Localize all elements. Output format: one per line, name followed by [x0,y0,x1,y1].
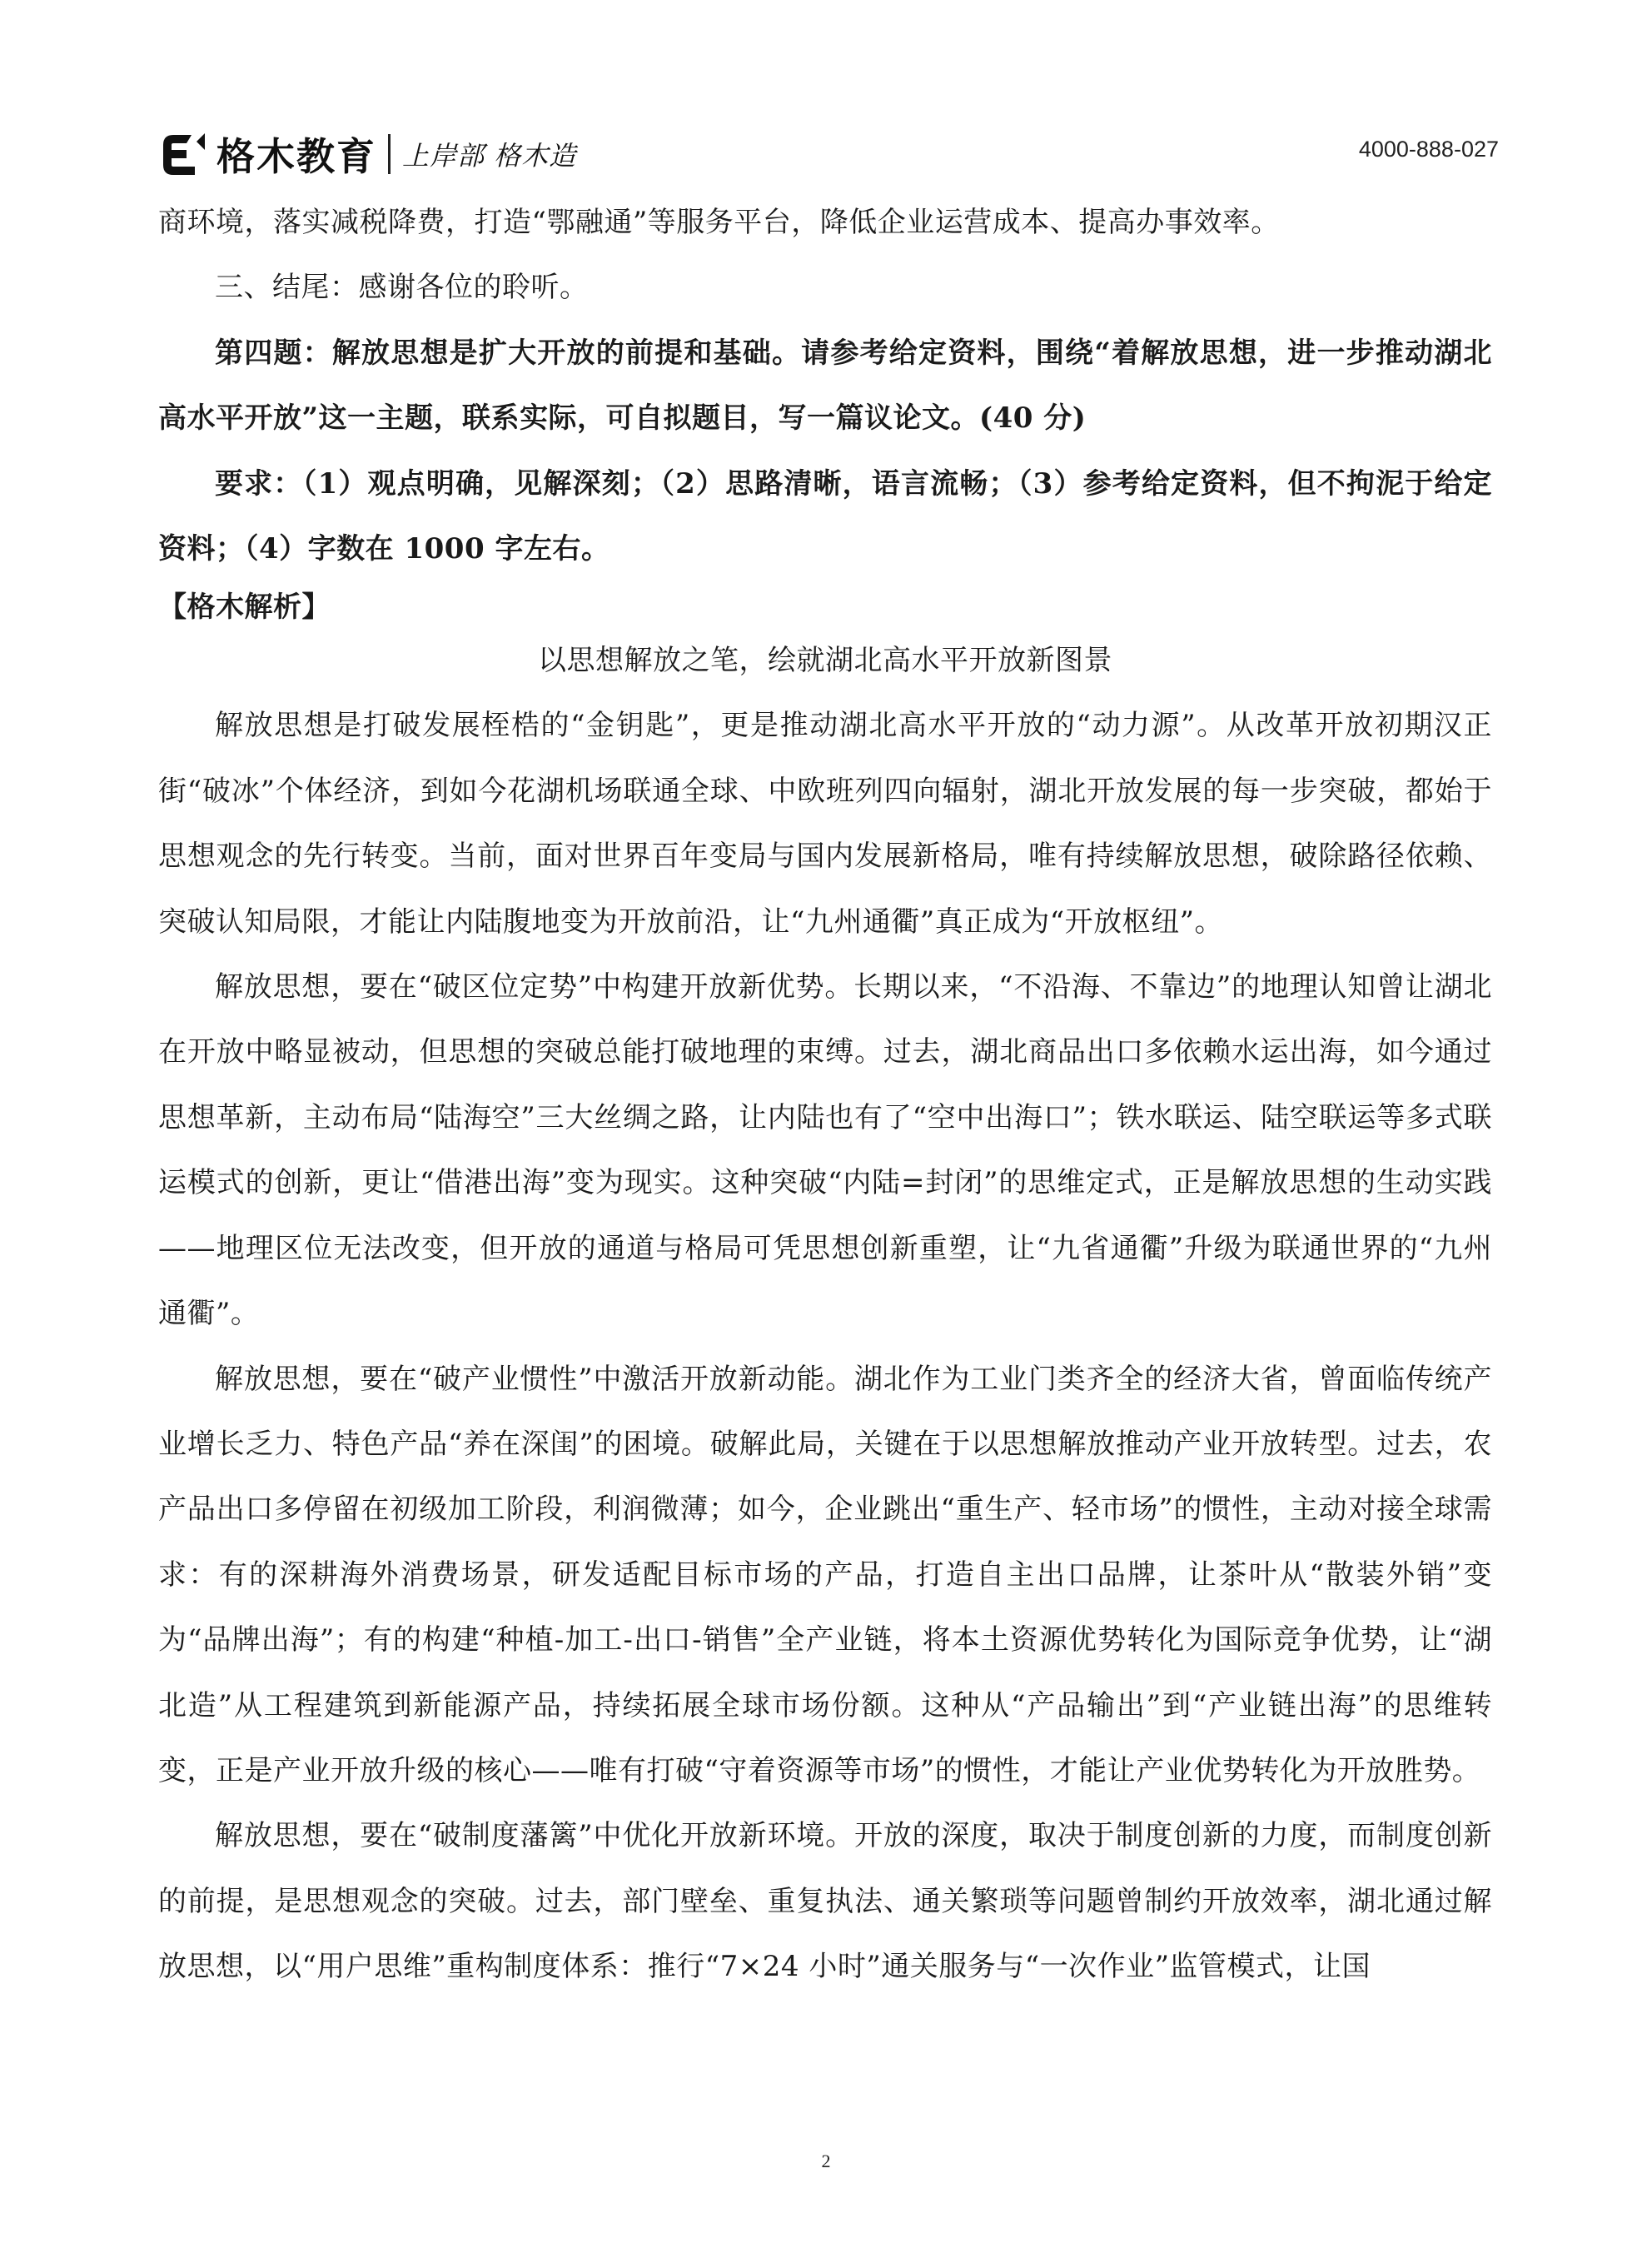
paragraph-continued: 商环境，落实减税降费，打造“鄂融通”等服务平台，降低企业运营成本、提高办事效率。 [158,206,1280,239]
essay-paragraph-3: 解放思想，要在“破产业惯性”中激活开放新动能。湖北作为工业门类齐全的经济大省，曾面临传统产业增长乏力、特色产品“养在深闺”的困境。破解此局，关键在于以思想解放推动产业开放转型。过去，农产品出口多停留在初级加工阶段，利润微薄；如今，企业跳出“重生产、轻市场”的惯性，主动对接全球需求：有的深耕海外消费场景，研发适配目标市场的产品，打造自主出口品牌，让茶叶从“散装外销”变为“品牌出海”；有的构建“种植-加工-出口-销售”全产业链，将本土资源优势转化为国际竞争优势，让“湖北造”从工程建筑到新能源产品，持续拓展全球市场份额。这种从“产品输出”到“产业链出海”的思维转变，正是产业开放升级的核心——唯有打破“守着资源等市场”的惯性，才能让产业优势转化为开放胜势。 [158,1362,1492,1787]
page-number: 2 [821,2151,831,2171]
brand-logo [158,125,576,183]
page-header [158,125,1499,183]
brand-name: 格木教育 [216,134,376,179]
brand-slogan: 上岸部 格木造 [402,140,577,172]
essay-paragraph-2: 解放思想，要在“破区位定势”中构建开放新优势。长期以来，“不沿海、不靠边”的地理认知曾让湖北在开放中略显被动，但思想的突破总能打破地理的束缚。过去，湖北商品出口多依赖水运出海，如今通过思想革新，主动布局“陆海空”三大丝绸之路，让内陆也有了“空中出海口”；铁水联运、陆空联运等多式联运模式的创新，更让“借港出海”变为现实。这种突破“内陆=封闭”的思维定式，正是解放思想的生动实践——地理区位无法改变，但开放的通道与格局可凭思想创新重塑，让“九省通衢”升级为联通世界的“九州通衢”。 [158,970,1492,1331]
header-divider [388,134,391,174]
gemu-logo-icon [158,128,210,180]
question-4-title: 第四题：解放思想是扩大开放的前提和基础。请参考给定资料，围绕“着解放思想，进一步推动湖北高水平开放”这一主题，联系实际，可自拟题目，写一篇议论文。(40 分) [158,336,1492,436]
essay-title: 以思想解放之笔，绘就湖北高水平开放新图景 [538,644,1112,678]
document-body [158,190,1492,2000]
essay-paragraph-4: 解放思想，要在“破制度藩篱”中优化开放新环境。开放的深度，取决于制度创新的力度，而制度创新的前提，是思想观念的突破。过去，部门壁垒、重复执法、通关繁琐等问题曾制约开放效率，湖北通过解放思想，以“用户思维”重构制度体系：推行“7×24 小时”通关服务与“一次作业”监管模式，让国 [158,1819,1492,1984]
paragraph-closing: 三、结尾：感谢各位的聆听。 [215,271,589,305]
essay-paragraph-1: 解放思想是打破发展桎梏的“金钥匙”，更是推动湖北高水平开放的“动力源”。从改革开放初期汉正街“破冰”个体经济，到如今花湖机场联通全球、中欧班列四向辐射，湖北开放发展的每一步突破，都始于思想观念的先行转变。当前，面对世界百年变局与国内发展新格局，唯有持续解放思想，破除路径依赖、突破认知局限，才能让内陆腹地变为开放前沿，让“九州通衢”真正成为“开放枢纽”。 [158,709,1492,939]
hotline-number: 4000-888-027 [1358,137,1499,162]
analysis-label: 【格木解析】 [158,591,331,625]
question-4-requirements: 要求：（1）观点明确，见解深刻；（2）思路清晰，语言流畅；（3）参考给定资料，但不拘泥于给定资料；（4）字数在 1000 字左右。 [158,466,1492,566]
